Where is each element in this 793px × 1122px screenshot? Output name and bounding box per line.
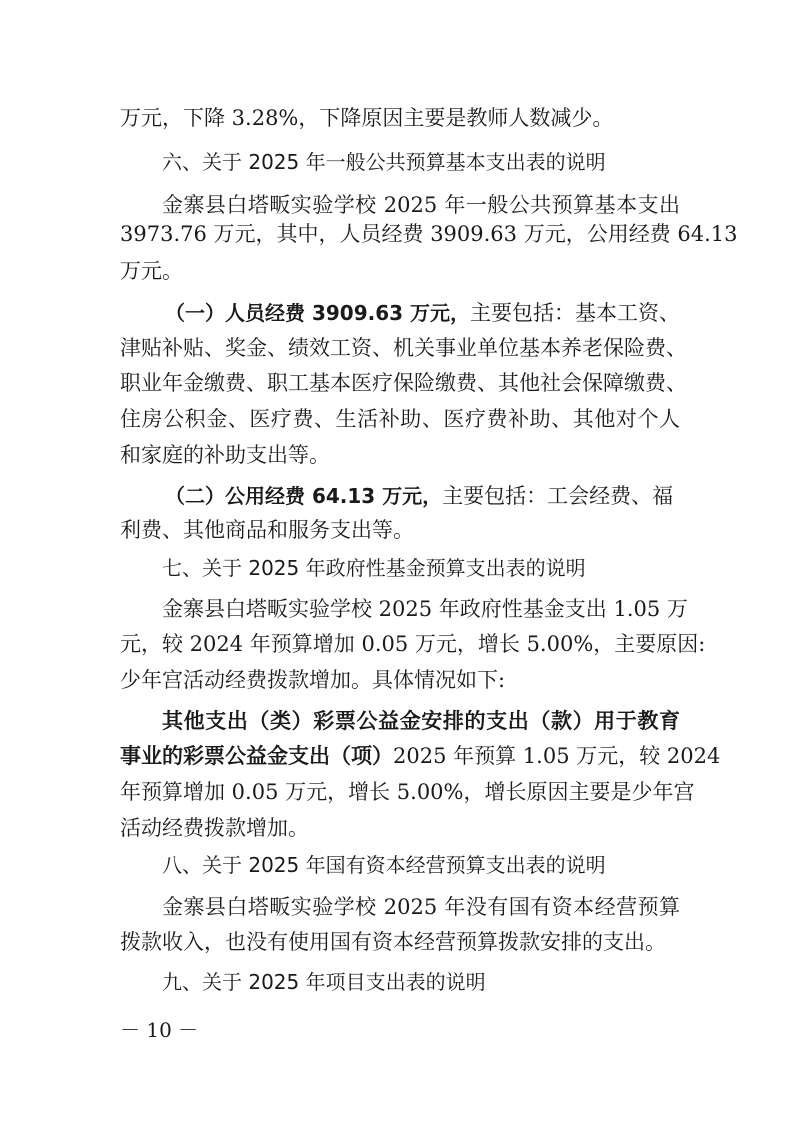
body-text-line: 津贴补贴、奖金、绩效工资、机关事业单位基本养老保险费、 <box>120 336 687 360</box>
body-text-line: 金寨县白塔畈实验学校 2025 年没有国有资本经营预算 <box>162 895 680 919</box>
bold-text-line: 其他支出（类）彩票公益金安排的支出（款）用于教育 <box>162 709 680 733</box>
bold-text-span: 事业的彩票公益金支出（项） <box>120 744 393 768</box>
body-text-line <box>165 481 683 511</box>
body-text-span: 2025 年预算 1.05 万元，较 2024 <box>393 744 721 768</box>
body-text-line: 万元，下降 3.28%，下降原因主要是教师人数减少。 <box>120 106 614 130</box>
body-text-line: 年预算增加 0.05 万元，增长 5.00%，增长原因主要是少年宫 <box>120 780 695 804</box>
section-heading-8: 八、关于 2025 年国有资本经营预算支出表的说明 <box>162 853 606 877</box>
section-heading-9: 九、关于 2025 年项目支出表的说明 <box>162 970 486 994</box>
body-text-line: 金寨县白塔畈实验学校 2025 年一般公共预算基本支出 <box>162 193 680 217</box>
body-text-line: 金寨县白塔畈实验学校 2025 年政府性基金支出 1.05 万 <box>162 597 688 621</box>
body-text-line: 活动经费拨款增加。 <box>120 816 309 840</box>
body-text-line: 少年宫活动经费拨款增加。具体情况如下: <box>120 668 506 692</box>
body-text-line: 利费、其他商品和服务支出等。 <box>120 518 414 542</box>
section-heading-6: 六、关于 2025 年一般公共预算基本支出表的说明 <box>162 150 606 174</box>
body-text-line: 3973.76 万元，其中，人员经费 3909.63 万元，公用经费 64.13 <box>120 222 738 246</box>
body-text-line: 元，较 2024 年预算增加 0.05 万元，增长 5.00%，主要原因: <box>120 632 706 656</box>
body-text-line <box>120 741 721 771</box>
page-number: － 10 － <box>120 1018 199 1042</box>
body-text-line: 住房公积金、医疗费、生活补助、医疗费补助、其他对个人 <box>120 407 680 431</box>
subheading-public-expenses: （二）公用经费 64.13 万元， <box>165 484 443 508</box>
body-text-line: 职业年金缴费、职工基本医疗保险缴费、其他社会保障缴费、 <box>120 371 687 395</box>
body-text-span: 主要包括：工会经费、福 <box>442 484 674 508</box>
subheading-personnel-expenses: （一）人员经费 3909.63 万元， <box>165 301 471 325</box>
section-heading-7: 七、关于 2025 年政府性基金预算支出表的说明 <box>162 556 586 580</box>
body-text-line <box>165 298 683 328</box>
body-text-line: 万元。 <box>120 259 183 283</box>
body-text-span: 主要包括：基本工资、 <box>470 301 681 325</box>
body-text-line: 和家庭的补助支出等。 <box>120 443 330 467</box>
body-text-line: 拨款收入，也没有使用国有资本经营预算拨款安排的支出。 <box>120 930 666 954</box>
